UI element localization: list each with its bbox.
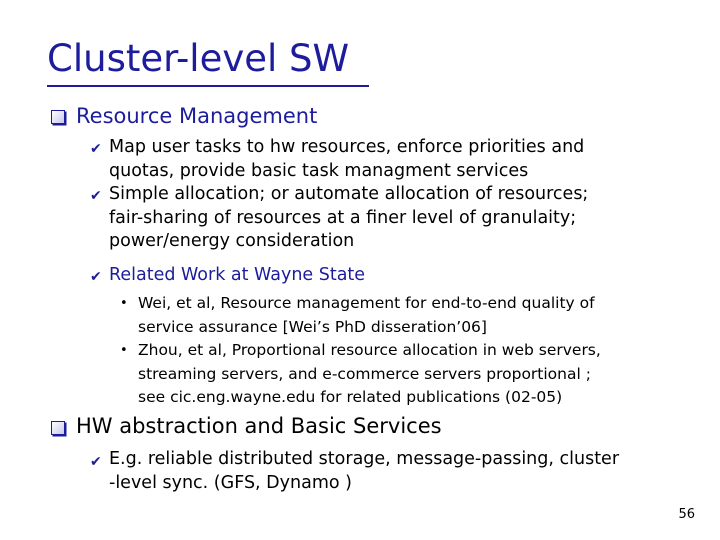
square-bullet-icon xyxy=(51,110,65,124)
check-bullet-icon: ✔ xyxy=(90,454,102,470)
check-bullet-icon: ✔ xyxy=(90,141,102,157)
subbullet-line: Zhou, et al, Proportional resource allocation in web servers, xyxy=(138,341,601,359)
bullet-simple-allocation xyxy=(109,183,588,254)
bullet-line: Related Work at Wayne State xyxy=(109,265,366,285)
bullet-line: quotas, provide basic task managment services xyxy=(109,160,529,181)
subbullet-wei xyxy=(138,292,595,339)
subbullet-line: streaming servers, and e-commerce servers proportional ; xyxy=(138,364,591,383)
section-heading-resource-management: Resource Management xyxy=(76,104,318,128)
subbullet-line: service assurance [Wei’s PhD disseration’06] xyxy=(138,317,487,336)
bullet-related-work xyxy=(109,264,365,288)
dot-bullet-icon: • xyxy=(120,296,128,311)
subbullet-line: Wei, et al, Resource management for end-to-end quality of xyxy=(138,294,595,312)
subbullet-line: see cic.eng.wayne.edu for related publications (02-05) xyxy=(138,388,563,406)
subbullet-zhou xyxy=(138,339,601,410)
bullet-line: -level sync. (GFS, Dynamo ) xyxy=(109,472,352,493)
square-bullet-icon xyxy=(51,421,65,435)
check-bullet-icon: ✔ xyxy=(90,188,102,204)
bullet-line: E.g. reliable distributed storage, message-passing, cluster xyxy=(109,449,620,469)
slide-title: Cluster-level SW xyxy=(47,37,350,80)
bullet-line: power/energy consideration xyxy=(109,231,355,251)
page-number: 56 xyxy=(678,507,695,522)
bullet-line: fair-sharing of resources at a finer level of granulaity; xyxy=(109,207,577,228)
title-underline xyxy=(47,85,369,87)
bullet-line: Simple allocation; or automate allocation of resources; xyxy=(109,184,589,204)
dot-bullet-icon: • xyxy=(120,343,128,358)
check-bullet-icon: ✔ xyxy=(90,269,102,285)
bullet-eg-reliable-storage xyxy=(109,448,619,495)
bullet-map-user-tasks xyxy=(109,136,584,183)
bullet-line: Map user tasks to hw resources, enforce priorities and xyxy=(109,137,585,157)
section-heading-hw-abstraction: HW abstraction and Basic Services xyxy=(76,414,442,438)
